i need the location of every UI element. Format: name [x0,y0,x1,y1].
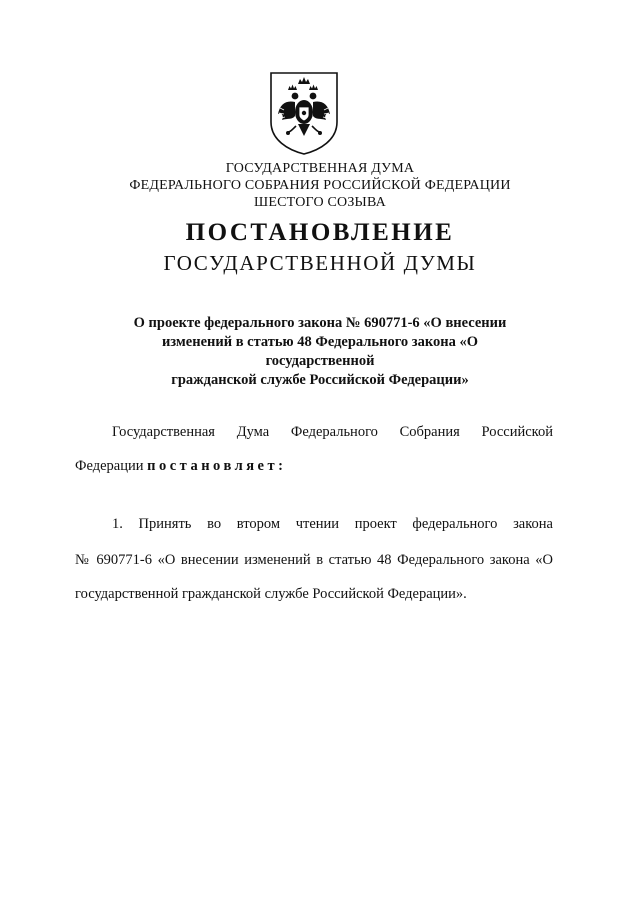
org-name-line: ФЕДЕРАЛЬНОГО СОБРАНИЯ РОССИЙСКОЙ ФЕДЕРАЦИИ [129,178,511,193]
subject-line: гражданской службе Российской Федерации» [171,372,469,388]
preamble-line [75,458,553,474]
russian-coat-of-arms-icon [268,70,340,156]
preamble-line: Государственная Дума Федерального Собрания Российской [112,424,553,440]
org-name-line: ГОСУДАРСТВЕННАЯ ДУМА [225,161,415,176]
item-1-line: 1. Принять во втором чтении проект федерального закона [112,516,553,532]
document-type-title: ПОСТАНОВЛЕНИЕ [185,219,455,246]
preamble-text: Федерации [75,458,148,474]
subject-line: изменений в статью 48 Федерального закона «О государственной [161,334,479,369]
subject-line: О проекте федерального закона № 690771-6 «О внесении [133,315,507,331]
item-1-line: государственной гражданской службе Российской Федерации». [75,586,467,602]
convocation-line: ШЕСТОГО СОЗЫВА [254,195,386,210]
document-issuer-title: ГОСУДАРСТВЕННОЙ ДУМЫ [163,251,477,275]
item-1-line: № 690771-6 «О внесении изменений в статью 48 Федерального закона «О [75,552,553,568]
resolution-subject [110,314,530,390]
resolves-word: постановляет: [147,458,287,474]
